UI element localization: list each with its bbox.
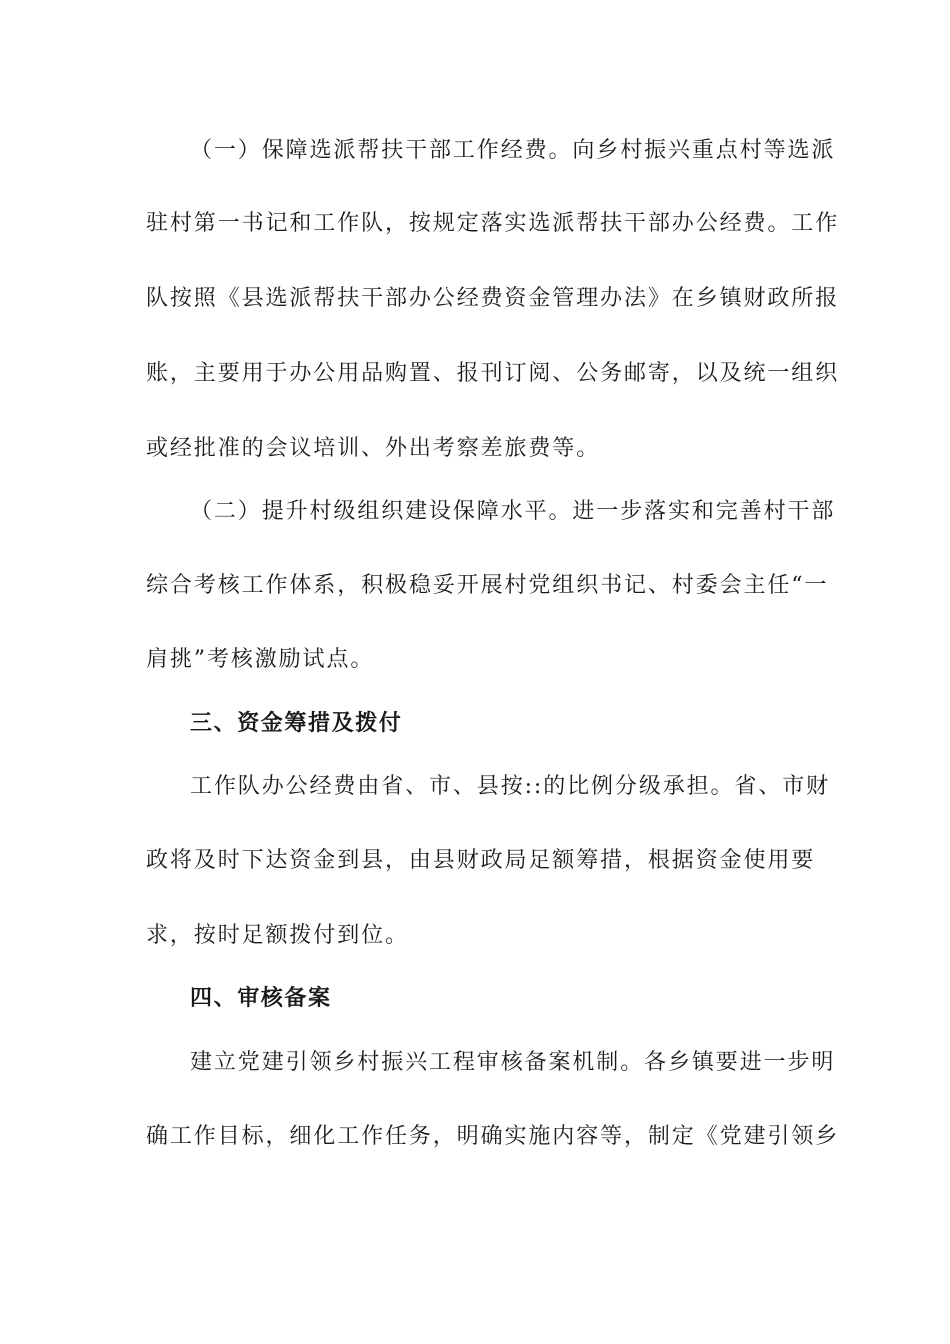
- paragraph-2-line-1: （二）提升村级组织建设保障水平。进一步落实和完善村干部: [190, 499, 836, 524]
- paragraph-1-line-3: 队按照《县选派帮扶干部办公经费资金管理办法》在乡镇财政所报: [146, 286, 840, 311]
- paragraph-1-line-1: （一）保障选派帮扶干部工作经费。向乡村振兴重点村等选派: [190, 138, 836, 163]
- paragraph-2-line-2: 综合考核工作体系，积极稳妥开展村党组织书记、村委会主任“一: [146, 573, 829, 598]
- paragraph-3-line-3: 求，按时足额拨付到位。: [146, 923, 409, 948]
- paragraph-3-line-2: 政将及时下达资金到县，由县财政局足额筹措，根据资金使用要: [146, 848, 816, 873]
- paragraph-4-line-1: 建立党建引领乡村振兴工程审核备案机制。各乡镇要进一步明: [190, 1050, 836, 1075]
- paragraph-3-line-1: 工作队办公经费由省、市、县按::的比例分级承担。省、市财: [190, 774, 831, 799]
- paragraph-2-line-3: 肩挑”考核激励试点。: [146, 647, 375, 672]
- paragraph-1-line-5: 或经批准的会议培训、外出考察差旅费等。: [146, 436, 601, 461]
- paragraph-1-line-4: 账，主要用于办公用品购置、报刊订阅、公务邮寄，以及统一组织: [146, 361, 840, 386]
- section-heading-funding: 三、资金筹措及拨付: [190, 711, 403, 736]
- paragraph-1-line-2: 驻村第一书记和工作队，按规定落实选派帮扶干部办公经费。工作: [146, 211, 840, 236]
- section-heading-review: 四、审核备案: [190, 986, 332, 1011]
- paragraph-4-line-2: 确工作目标，细化工作任务，明确实施内容等，制定《党建引领乡: [146, 1124, 840, 1149]
